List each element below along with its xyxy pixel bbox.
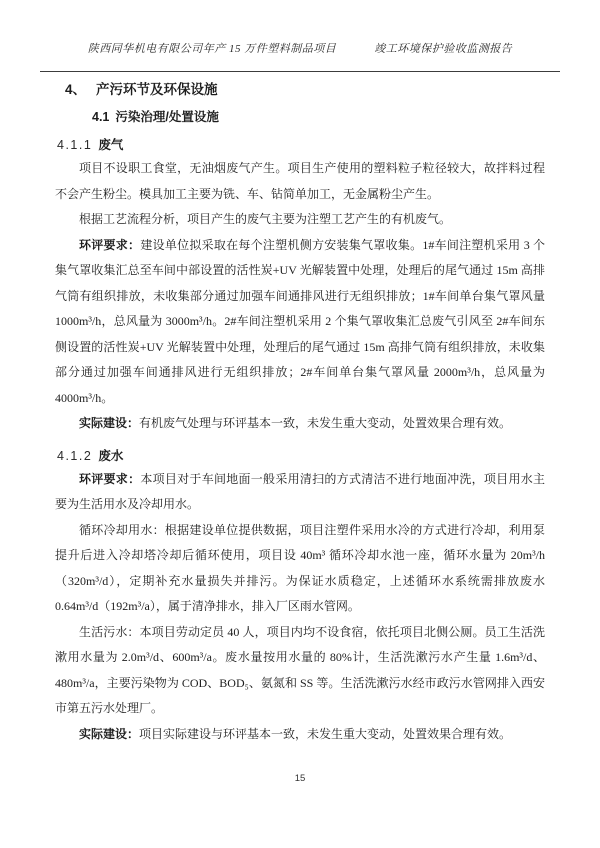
paragraph-gas-eia-requirement xyxy=(55,233,545,412)
paragraph-domestic-sewage xyxy=(55,620,545,722)
paragraph-gas-intro xyxy=(55,156,545,207)
paragraph-gas-analysis xyxy=(55,207,545,233)
heading-4-1-2-number: 4.1.2 xyxy=(57,448,93,463)
paragraph-text: 项目不设职工食堂，无油烟废气产生。项目生产使用的塑料粒子粒径较大，故拌料过程不会产生粉尘。模具加工主要为铣、车、钻简单加工，无金属粉尘产生。 xyxy=(55,161,545,201)
paragraph-cooling-water xyxy=(55,518,545,620)
paragraph-label: 实际建设： xyxy=(79,726,140,741)
heading-4-1-1-number: 4.1.1 xyxy=(57,138,93,152)
heading-4 xyxy=(65,80,545,99)
paragraph-text: 循环冷却用水：根据建设单位提供数据，项目注塑件采用水冷的方式进行冷却，利用泵提升后进入冷却塔冷却后循环使用，项目设 40m³ 循环冷却水池一座，循环水量为 20m³/h（320m³/d），定期补充水量损失并排污。为保证水质稳定，上述循环水系统需排放废水 0.64m³/d（192m³/a），属于清净排水，排入厂区雨水管网。 xyxy=(55,522,545,613)
header-project-title: 陕西同华机电有限公司年产 15 万件塑料制品项目 xyxy=(87,43,337,55)
paragraph-text: 生活污水：本项目劳动定员 40 人，项目内均不设食宿，依托项目北侧公厕。员工生活洗漱用水量为 2.0m³/d、600m³/a。废水量按用水量的 80%计，生活洗漱污水产生量 1.6m³/d、480m³/a，主要污染物为 COD、BOD₅、氨氮和 SS 等。生活洗漱污水经市政污水管网排入西安市第五污水处理厂。 xyxy=(55,624,545,715)
paragraph-label: 环评要求： xyxy=(79,237,141,252)
paragraph-water-eia-requirement xyxy=(55,467,545,518)
heading-4-1-title: 污染治理/处置设施 xyxy=(115,110,219,124)
page-number: 15 xyxy=(294,773,306,784)
running-header xyxy=(0,0,600,57)
paragraph-water-actual-construction xyxy=(55,722,545,748)
heading-4-1-2-title: 废水 xyxy=(98,448,124,463)
header-rule xyxy=(40,71,560,72)
heading-4-1-2 xyxy=(57,447,545,465)
heading-4-1-1-title: 废气 xyxy=(98,138,124,152)
paragraph-label: 环评要求： xyxy=(79,471,141,486)
heading-4-1 xyxy=(92,108,545,126)
paragraph-text: 根据工艺流程分析，项目产生的废气主要为注塑工艺产生的有机废气。 xyxy=(79,212,452,226)
heading-4-title: 产污环节及环保设施 xyxy=(96,82,218,97)
paragraph-text: 项目实际建设与环评基本一致，未发生重大变动，处置效果合理有效。 xyxy=(139,726,512,741)
heading-4-1-number: 4.1 xyxy=(92,110,110,124)
heading-4-number: 4、 xyxy=(65,82,87,97)
heading-4-1-1 xyxy=(57,136,545,154)
paragraph-text: 本项目对于车间地面一般采用清扫的方式清洁不进行地面冲洗，项目用水主要为生活用水及冷却用水。 xyxy=(55,471,545,511)
document-body xyxy=(0,80,600,747)
paragraph-text: 有机废气处理与环评基本一致，未发生重大变动，处置效果合理有效。 xyxy=(139,416,512,430)
paragraph-text: 建设单位拟采取在每个注塑机侧方安装集气罩收集。1#车间注塑机采用 3 个集气罩收集汇总至车间中部设置的活性炭+UV 光解装置中处理，处理后的尾气通过 15m 高排气筒有组织排放，未收集部分通过加强车间通排风进行无组织排放；1#车间单台集气罩风量 1000m³/h，总风量为 3000m³/h。2#车间注塑机采用 2 个集气罩收集汇总废气引风至 2#车间东侧设置的活性炭+UV 光解装置中处理，处理后的尾气通过 15m 高排气筒有组织排放，未收集部分通过加强车间通排风进行无组织排放；2#车间单台集气罩风量 2000m³/h，总风量为 4000m³/h。 xyxy=(55,237,545,405)
header-report-title: 竣工环境保护验收监测报告 xyxy=(374,43,513,55)
paragraph-gas-actual-construction xyxy=(55,411,545,437)
paragraph-label: 实际建设： xyxy=(79,416,140,430)
